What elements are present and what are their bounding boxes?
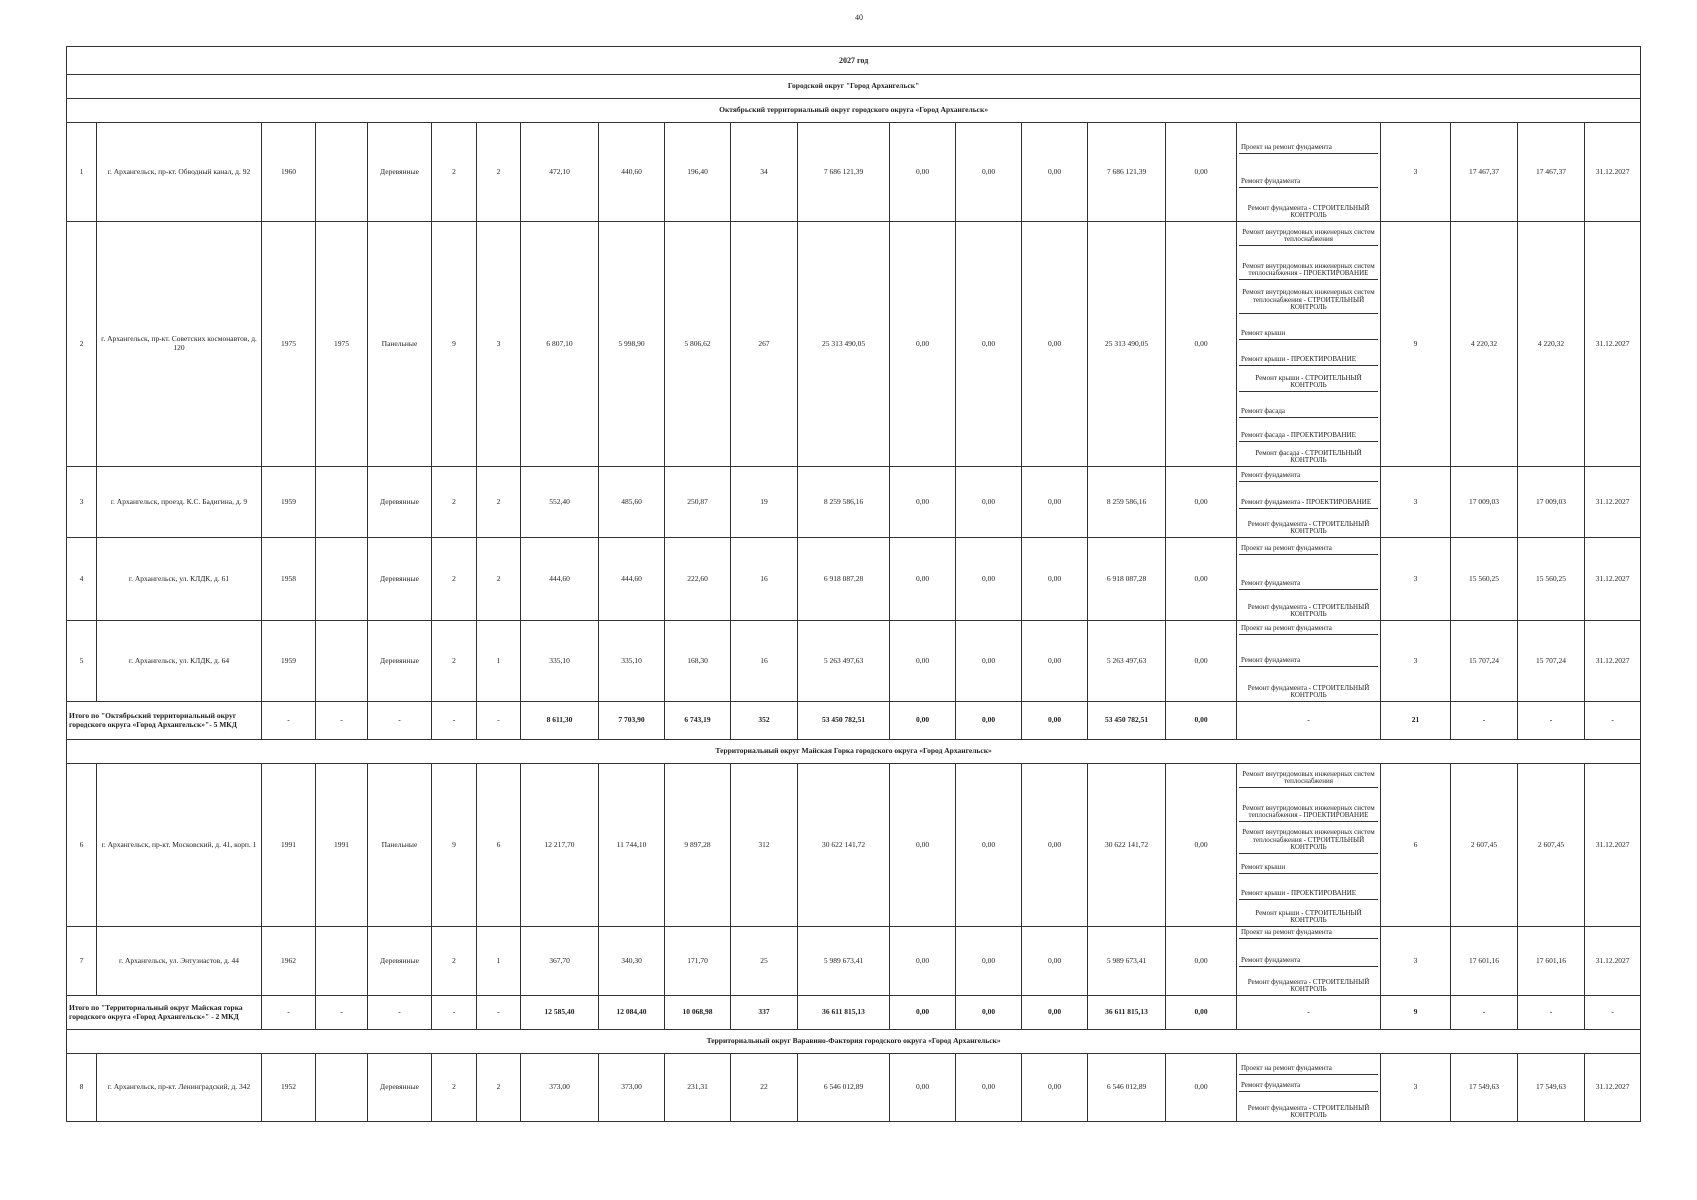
cell-f4: 30 622 141,72 (1088, 764, 1166, 927)
cell-f5: 0,00 (1166, 927, 1237, 996)
cell-cost: 30 622 141,72 (798, 764, 890, 927)
city-header: Городской округ "Город Архангельск" (67, 75, 1641, 99)
cell-cost: 7 686 121,39 (798, 123, 890, 222)
cell-people: 267 (731, 222, 798, 467)
cell-ent: 2 (477, 538, 521, 621)
work-item: Ремонт фундамента - ПРОЕКТИРОВАНИЕ (1239, 482, 1378, 509)
works-list (1237, 538, 1381, 621)
cell-n: 6 (67, 764, 97, 927)
cell-mat: Деревянные (368, 123, 432, 222)
cell-n: 7 (67, 927, 97, 996)
total-cost: 36 611 815,13 (798, 996, 890, 1030)
cell-date: 31.12.2027 (1585, 764, 1641, 927)
table-body (67, 47, 1641, 1122)
cell-addr: г. Архангельск, ул. КЛДК, д. 64 (97, 621, 262, 702)
cell-mat: Деревянные (368, 621, 432, 702)
cell-a1: 444,60 (521, 538, 599, 621)
cell-f5: 0,00 (1166, 222, 1237, 467)
cell-f1: 0,00 (890, 222, 956, 467)
cell-y1: 1952 (262, 1054, 316, 1122)
cell-cnt: 3 (1381, 467, 1451, 538)
total-cnt: 9 (1381, 996, 1451, 1030)
total-a3: 10 068,98 (665, 996, 731, 1030)
cell-fl: 9 (432, 222, 477, 467)
cell-a2: 335,10 (599, 621, 665, 702)
total-f1: 0,00 (890, 702, 956, 740)
total-c5: - (477, 996, 521, 1030)
total-f3: 0,00 (1022, 996, 1088, 1030)
cell-f2: 0,00 (956, 1054, 1022, 1122)
cell-a1: 472,10 (521, 123, 599, 222)
cell-n: 4 (67, 538, 97, 621)
cell-f1: 0,00 (890, 764, 956, 927)
cell-u1: 2 607,45 (1451, 764, 1518, 927)
cell-date: 31.12.2027 (1585, 1054, 1641, 1122)
cell-y2: 1975 (316, 222, 368, 467)
cell-date: 31.12.2027 (1585, 222, 1641, 467)
work-item: Ремонт внутридомовых инженерных систем теплоснабжения (1239, 764, 1378, 788)
district-header-row (67, 1030, 1641, 1054)
total-a1: 8 611,30 (521, 702, 599, 740)
work-item: Ремонт крыши - ПРОЕКТИРОВАНИЕ (1239, 340, 1378, 366)
cell-f4: 8 259 586,16 (1088, 467, 1166, 538)
cell-cost: 5 989 673,41 (798, 927, 890, 996)
works-list (1237, 123, 1381, 222)
cell-ent: 2 (477, 123, 521, 222)
cell-f5: 0,00 (1166, 538, 1237, 621)
year-header: 2027 год (67, 47, 1641, 75)
work-item: Ремонт крыши (1239, 314, 1378, 340)
total-c2: - (316, 996, 368, 1030)
cell-f4: 6 918 087,28 (1088, 538, 1166, 621)
cell-f5: 0,00 (1166, 123, 1237, 222)
total-row (67, 996, 1641, 1030)
cell-f2: 0,00 (956, 222, 1022, 467)
cell-cnt: 3 (1381, 621, 1451, 702)
cell-f1: 0,00 (890, 621, 956, 702)
cell-addr: г. Архангельск, ул. КЛДК, д. 61 (97, 538, 262, 621)
cell-fl: 2 (432, 927, 477, 996)
cell-f4: 6 546 012,89 (1088, 1054, 1166, 1122)
cell-mat: Деревянные (368, 1054, 432, 1122)
total-u2: - (1518, 996, 1585, 1030)
cell-a2: 485,60 (599, 467, 665, 538)
cell-y2: 1991 (316, 764, 368, 927)
work-item: Проект на ремонт фундамента (1239, 123, 1378, 154)
cell-n: 2 (67, 222, 97, 467)
cell-cnt: 3 (1381, 1054, 1451, 1122)
table-row (67, 621, 1641, 702)
total-c1: - (262, 996, 316, 1030)
total-f1: 0,00 (890, 996, 956, 1030)
total-a3: 6 743,19 (665, 702, 731, 740)
cell-people: 22 (731, 1054, 798, 1122)
work-item: Ремонт фундамента - СТРОИТЕЛЬНЫЙ КОНТРОЛЬ (1247, 977, 1370, 994)
total-row (67, 702, 1641, 740)
cell-f2: 0,00 (956, 764, 1022, 927)
cell-u2: 15 707,24 (1518, 621, 1585, 702)
work-item: Ремонт внутридомовых инженерных систем теплоснабжения - СТРОИТЕЛЬНЫЙ КОНТРОЛЬ (1239, 822, 1378, 854)
total-c3: - (368, 702, 432, 740)
cell-a3: 250,87 (665, 467, 731, 538)
works-list (1237, 764, 1381, 927)
cell-mat: Деревянные (368, 467, 432, 538)
total-u1: - (1451, 996, 1518, 1030)
cell-f5: 0,00 (1166, 1054, 1237, 1122)
cell-n: 1 (67, 123, 97, 222)
cell-f2: 0,00 (956, 467, 1022, 538)
cell-a3: 5 806,62 (665, 222, 731, 467)
cell-f5: 0,00 (1166, 764, 1237, 927)
cell-cost: 5 263 497,63 (798, 621, 890, 702)
work-item: Ремонт фундамента - СТРОИТЕЛЬНЫЙ КОНТРОЛЬ (1247, 203, 1370, 220)
work-item: Проект на ремонт фундамента (1239, 538, 1378, 555)
work-item: Проект на ремонт фундамента (1239, 621, 1378, 635)
cell-f5: 0,00 (1166, 467, 1237, 538)
cell-fl: 2 (432, 1054, 477, 1122)
cell-cnt: 9 (1381, 222, 1451, 467)
total-c1: - (262, 702, 316, 740)
cell-date: 31.12.2027 (1585, 123, 1641, 222)
year-header-row (67, 47, 1641, 75)
work-item: Ремонт фундамента - СТРОИТЕЛЬНЫЙ КОНТРОЛЬ (1247, 602, 1370, 619)
cell-ent: 3 (477, 222, 521, 467)
total-u2: - (1518, 702, 1585, 740)
cell-u1: 17 009,03 (1451, 467, 1518, 538)
work-item: Ремонт внутридомовых инженерных систем теплоснабжения - СТРОИТЕЛЬНЫЙ КОНТРОЛЬ (1239, 280, 1378, 314)
city-header-row (67, 75, 1641, 99)
works-list (1237, 467, 1381, 538)
total-date: - (1585, 702, 1641, 740)
cell-cost: 25 313 490,05 (798, 222, 890, 467)
work-item: Ремонт фундамента (1239, 467, 1378, 482)
work-item: Ремонт фундамента - СТРОИТЕЛЬНЫЙ КОНТРОЛЬ (1247, 519, 1370, 536)
cell-addr: г. Архангельск, проезд. К.С. Бадигина, д. 9 (97, 467, 262, 538)
district-header-row (67, 740, 1641, 764)
works-list (1237, 1054, 1381, 1122)
cell-ent: 2 (477, 1054, 521, 1122)
work-item: Ремонт крыши - СТРОИТЕЛЬНЫЙ КОНТРОЛЬ (1255, 908, 1362, 925)
cell-u1: 17 467,37 (1451, 123, 1518, 222)
work-item: Ремонт крыши - ПРОЕКТИРОВАНИЕ (1239, 874, 1378, 900)
cell-u1: 4 220,32 (1451, 222, 1518, 467)
cell-u1: 15 560,25 (1451, 538, 1518, 621)
cell-people: 34 (731, 123, 798, 222)
total-f2: 0,00 (956, 702, 1022, 740)
cell-a2: 5 998,90 (599, 222, 665, 467)
table-row (67, 538, 1641, 621)
work-item: Ремонт фасада - СТРОИТЕЛЬНЫЙ КОНТРОЛЬ (1255, 448, 1362, 465)
cell-y2 (316, 621, 368, 702)
cell-a1: 367,70 (521, 927, 599, 996)
total-cnt: 21 (1381, 702, 1451, 740)
cell-y1: 1959 (262, 621, 316, 702)
work-item: Ремонт фундамента (1239, 939, 1378, 967)
cell-y1: 1960 (262, 123, 316, 222)
cell-a2: 444,60 (599, 538, 665, 621)
total-c4: - (432, 702, 477, 740)
cell-fl: 2 (432, 538, 477, 621)
cell-ent: 6 (477, 764, 521, 927)
cell-f5: 0,00 (1166, 621, 1237, 702)
work-item: Ремонт фундамента - СТРОИТЕЛЬНЫЙ КОНТРОЛЬ (1247, 683, 1370, 700)
cell-addr: г. Архангельск, пр-кт. Московский, д. 41, корп. 1 (97, 764, 262, 927)
cell-u2: 17 009,03 (1518, 467, 1585, 538)
cell-people: 312 (731, 764, 798, 927)
cell-f1: 0,00 (890, 538, 956, 621)
cell-a1: 6 807,10 (521, 222, 599, 467)
work-item: Ремонт фундамента (1239, 635, 1378, 667)
cell-f3: 0,00 (1022, 123, 1088, 222)
cell-y2 (316, 123, 368, 222)
cell-cost: 6 546 012,89 (798, 1054, 890, 1122)
cell-f4: 5 263 497,63 (1088, 621, 1166, 702)
total-c4: - (432, 996, 477, 1030)
cell-addr: г. Архангельск, пр-кт. Ленинградский, д. 342 (97, 1054, 262, 1122)
table-row (67, 764, 1641, 927)
cell-a1: 335,10 (521, 621, 599, 702)
cell-a1: 12 217,70 (521, 764, 599, 927)
cell-f3: 0,00 (1022, 927, 1088, 996)
cell-f1: 0,00 (890, 1054, 956, 1122)
cell-fl: 2 (432, 467, 477, 538)
cell-date: 31.12.2027 (1585, 467, 1641, 538)
cell-y2 (316, 538, 368, 621)
cell-a3: 171,70 (665, 927, 731, 996)
cell-mat: Деревянные (368, 927, 432, 996)
cell-y2 (316, 1054, 368, 1122)
total-works: - (1237, 996, 1381, 1030)
district-name: Территориальный округ Варавино-Фактория городского округа «Город Архангельск» (67, 1030, 1641, 1054)
total-label: Итого по "Октябрьский территориальный округ городского округа «Город Архангельск»"- 5 МКД (67, 702, 262, 740)
cell-people: 19 (731, 467, 798, 538)
cell-people: 16 (731, 621, 798, 702)
cell-f3: 0,00 (1022, 467, 1088, 538)
table-row (67, 467, 1641, 538)
cell-addr: г. Архангельск, пр-кт. Советских космонавтов, д. 120 (97, 222, 262, 467)
cell-n: 3 (67, 467, 97, 538)
total-a2: 12 084,40 (599, 996, 665, 1030)
cell-cnt: 6 (1381, 764, 1451, 927)
table-row (67, 123, 1641, 222)
total-cost: 53 450 782,51 (798, 702, 890, 740)
cell-f3: 0,00 (1022, 222, 1088, 467)
cell-f1: 0,00 (890, 467, 956, 538)
total-a2: 7 703,90 (599, 702, 665, 740)
total-f5: 0,00 (1166, 996, 1237, 1030)
work-item: Ремонт внутридомовых инженерных систем теплоснабжения - ПРОЕКТИРОВАНИЕ (1239, 246, 1378, 280)
cell-ent: 2 (477, 467, 521, 538)
cell-mat: Панельные (368, 222, 432, 467)
cell-a2: 340,30 (599, 927, 665, 996)
cell-f3: 0,00 (1022, 621, 1088, 702)
total-date: - (1585, 996, 1641, 1030)
cell-u2: 15 560,25 (1518, 538, 1585, 621)
cell-people: 16 (731, 538, 798, 621)
cell-n: 8 (67, 1054, 97, 1122)
total-c3: - (368, 996, 432, 1030)
total-f2: 0,00 (956, 996, 1022, 1030)
cell-f4: 7 686 121,39 (1088, 123, 1166, 222)
work-item: Ремонт фундамента (1239, 1075, 1378, 1092)
total-f4: 36 611 815,13 (1088, 996, 1166, 1030)
cell-y2 (316, 467, 368, 538)
work-item: Ремонт фундамента (1239, 154, 1378, 188)
cell-ent: 1 (477, 621, 521, 702)
cell-y1: 1991 (262, 764, 316, 927)
district-name: Октябрьский территориальный округ городского округа «Город Архангельск» (67, 99, 1641, 123)
district-name: Территориальный округ Майская Горка городского округа «Город Архангельск» (67, 740, 1641, 764)
works-list (1237, 222, 1381, 467)
cell-f3: 0,00 (1022, 1054, 1088, 1122)
total-label: Итого по "Территориальный округ Майская горка городского округа «Город Архангельск»" - 2 МКД (67, 996, 262, 1030)
cell-y1: 1958 (262, 538, 316, 621)
cell-a3: 222,60 (665, 538, 731, 621)
cell-u1: 17 549,63 (1451, 1054, 1518, 1122)
work-item: Ремонт фасада (1239, 392, 1378, 418)
cell-cnt: 3 (1381, 538, 1451, 621)
cell-a3: 196,40 (665, 123, 731, 222)
cell-cnt: 3 (1381, 123, 1451, 222)
cell-y1: 1959 (262, 467, 316, 538)
cell-f2: 0,00 (956, 927, 1022, 996)
total-c5: - (477, 702, 521, 740)
total-f4: 53 450 782,51 (1088, 702, 1166, 740)
cell-y1: 1962 (262, 927, 316, 996)
cell-u2: 4 220,32 (1518, 222, 1585, 467)
work-item: Ремонт крыши (1239, 854, 1378, 874)
total-c2: - (316, 702, 368, 740)
total-f5: 0,00 (1166, 702, 1237, 740)
cell-y2 (316, 927, 368, 996)
cell-addr: г. Архангельск, ул. Энтузиастов, д. 44 (97, 927, 262, 996)
cell-u2: 2 607,45 (1518, 764, 1585, 927)
total-u1: - (1451, 702, 1518, 740)
cell-u1: 17 601,16 (1451, 927, 1518, 996)
cell-u2: 17 601,16 (1518, 927, 1585, 996)
district-header-row (67, 99, 1641, 123)
work-item: Проект на ремонт фундамента (1239, 1054, 1378, 1075)
work-item: Проект на ремонт фундамента (1239, 927, 1378, 939)
cell-cost: 6 918 087,28 (798, 538, 890, 621)
total-a1: 12 585,40 (521, 996, 599, 1030)
cell-cnt: 3 (1381, 927, 1451, 996)
cell-f1: 0,00 (890, 927, 956, 996)
cell-a3: 231,31 (665, 1054, 731, 1122)
page-number: 40 (855, 13, 863, 22)
cell-f1: 0,00 (890, 123, 956, 222)
cell-f3: 0,00 (1022, 538, 1088, 621)
cell-fl: 2 (432, 621, 477, 702)
cell-a1: 373,00 (521, 1054, 599, 1122)
table-row (67, 927, 1641, 996)
cell-a3: 168,30 (665, 621, 731, 702)
cell-y1: 1975 (262, 222, 316, 467)
total-people: 337 (731, 996, 798, 1030)
cell-date: 31.12.2027 (1585, 927, 1641, 996)
cell-a1: 552,40 (521, 467, 599, 538)
cell-ent: 1 (477, 927, 521, 996)
cell-date: 31.12.2027 (1585, 621, 1641, 702)
cell-fl: 9 (432, 764, 477, 927)
cell-u2: 17 467,37 (1518, 123, 1585, 222)
work-item: Ремонт фундамента - СТРОИТЕЛЬНЫЙ КОНТРОЛЬ (1247, 1103, 1370, 1120)
table-row (67, 1054, 1641, 1122)
cell-fl: 2 (432, 123, 477, 222)
total-f3: 0,00 (1022, 702, 1088, 740)
work-item: Ремонт фундамента (1239, 555, 1378, 590)
table-row (67, 222, 1641, 467)
cell-cost: 8 259 586,16 (798, 467, 890, 538)
repair-program-table (66, 46, 1641, 1122)
cell-f2: 0,00 (956, 538, 1022, 621)
total-works: - (1237, 702, 1381, 740)
cell-n: 5 (67, 621, 97, 702)
cell-mat: Панельные (368, 764, 432, 927)
cell-mat: Деревянные (368, 538, 432, 621)
work-item: Ремонт фасада - ПРОЕКТИРОВАНИЕ (1239, 418, 1378, 442)
work-item: Ремонт внутридомовых инженерных систем теплоснабжения - ПРОЕКТИРОВАНИЕ (1239, 788, 1378, 822)
works-list (1237, 927, 1381, 996)
cell-a2: 11 744,10 (599, 764, 665, 927)
cell-a2: 373,00 (599, 1054, 665, 1122)
cell-addr: г. Архангельск, пр-кт. Обводный канал, д. 92 (97, 123, 262, 222)
cell-a2: 440,60 (599, 123, 665, 222)
work-item: Ремонт крыши - СТРОИТЕЛЬНЫЙ КОНТРОЛЬ (1239, 366, 1378, 392)
cell-f4: 5 989 673,41 (1088, 927, 1166, 996)
cell-f2: 0,00 (956, 621, 1022, 702)
cell-u2: 17 549,63 (1518, 1054, 1585, 1122)
total-people: 352 (731, 702, 798, 740)
cell-u1: 15 707,24 (1451, 621, 1518, 702)
cell-f4: 25 313 490,05 (1088, 222, 1166, 467)
cell-f3: 0,00 (1022, 764, 1088, 927)
cell-f2: 0,00 (956, 123, 1022, 222)
cell-a3: 9 897,28 (665, 764, 731, 927)
cell-people: 25 (731, 927, 798, 996)
work-item: Ремонт внутридомовых инженерных систем теплоснабжения (1239, 222, 1378, 246)
cell-date: 31.12.2027 (1585, 538, 1641, 621)
works-list (1237, 621, 1381, 702)
